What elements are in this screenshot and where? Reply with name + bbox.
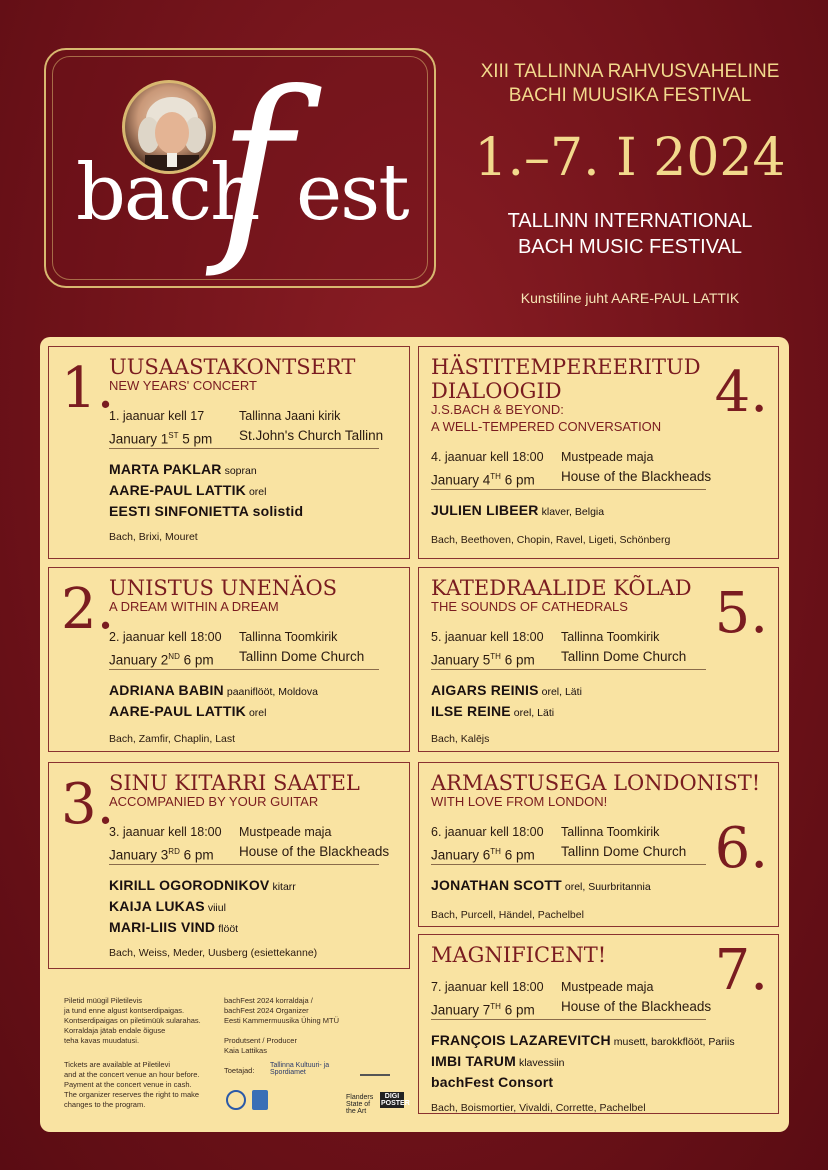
divider	[431, 1019, 706, 1020]
divider	[431, 669, 706, 670]
sponsor-logo-flanders: Flanders State of the Art	[346, 1094, 374, 1115]
date-et: 7. jaanuar kell 18:00	[431, 980, 544, 994]
date-en: January 3RD 6 pm	[109, 847, 214, 863]
venue-et: Mustpeade maja	[239, 825, 332, 839]
date-en: January 6TH 6 pm	[431, 847, 535, 863]
concert-title: SINU KITARRI SAATEL	[109, 771, 360, 795]
venue-en: House of the Blackheads	[561, 999, 712, 1014]
concert-title: UUSAASTAKONTSERT	[109, 355, 356, 379]
venue-et: Mustpeade maja	[561, 980, 654, 994]
performer: MARI-LIIS VIND flööt	[109, 919, 239, 935]
organizer-info: bachFest 2024 korraldaja / bachFest 2024 Organizer Eesti Kammermuusika Ühing MTÜ	[224, 996, 340, 1025]
performers-list	[109, 876, 296, 939]
performer: KAIJA LUKAS viiul	[109, 898, 226, 914]
venue-en: Tallinn Dome Church	[239, 649, 365, 664]
concert-title: UNISTUS UNENÄOS	[109, 576, 338, 600]
concert-number: 3.	[61, 772, 115, 837]
repertoire: Bach, Boismortier, Vivaldi, Corrette, Pachelbel	[431, 1102, 646, 1114]
concert-number: 1.	[61, 356, 115, 421]
performer: JULIEN LIBEER klaver, Belgia	[431, 502, 605, 518]
date-et: 6. jaanuar kell 18:00	[431, 825, 544, 839]
repertoire: Bach, Brixi, Mouret	[109, 531, 198, 543]
date-en: January 1ST 5 pm	[109, 431, 213, 447]
concert-card-2	[48, 567, 410, 752]
divider	[109, 864, 379, 865]
repertoire: Bach, Purcell, Händel, Pachelbel	[431, 909, 584, 921]
repertoire: Bach, Zamfir, Chaplin, Last	[109, 733, 236, 745]
repertoire: Bach, Kalējs	[431, 733, 490, 745]
unesco-logo-icon	[226, 1090, 246, 1110]
venue-et: Tallinna Toomkirik	[561, 825, 660, 839]
date-et: 4. jaanuar kell 18:00	[431, 450, 544, 464]
concert-time-venue	[109, 406, 383, 450]
performer: AARE-PAUL LATTIK orel	[109, 703, 267, 719]
venue-en: Tallinn Dome Church	[561, 649, 687, 664]
repertoire: Bach, Weiss, Meder, Uusberg (esiettekanne)	[109, 947, 318, 959]
concert-number: 2.	[61, 577, 115, 642]
concert-card-6	[418, 762, 779, 927]
tickets-info-et: Piletid müügil Piletilevis ja tund enne algust kontserdipaigas. Kontserdipaigas on piletimüük sularahas. Korraldaja jätab endale õiguse teha kavas muudatusi.	[64, 996, 201, 1045]
concert-card-7	[418, 934, 779, 1114]
divider	[431, 489, 706, 490]
date-en: January 7TH 6 pm	[431, 1002, 535, 1018]
concert-subtitle: WITH LOVE FROM LONDON!	[431, 794, 608, 809]
estonia-crest-icon	[252, 1090, 268, 1110]
sponsor-logo-digiposter: DIGI POSTER	[381, 1093, 410, 1107]
concert-card-1	[48, 346, 410, 559]
concert-number: 5.	[714, 581, 768, 646]
concert-title: HÄSTITEMPEREERITUD DIALOOGID	[431, 355, 701, 403]
date-et: 5. jaanuar kell 18:00	[431, 630, 544, 644]
date-et: 2. jaanuar kell 18:00	[109, 630, 222, 644]
concert-time-venue	[431, 822, 686, 866]
art-director: Kunstiline juht AARE-PAUL LATTIK	[520, 290, 740, 306]
date-et: 1. jaanuar kell 17	[109, 409, 205, 423]
repertoire: Bach, Beethoven, Chopin, Ravel, Ligeti, Schönberg	[431, 534, 671, 546]
performer: ADRIANA BABIN paaniflööt, Moldova	[109, 682, 318, 698]
divider	[109, 448, 379, 449]
concert-number: 4.	[714, 360, 768, 425]
performer: AIGARS REINIS orel, Läti	[431, 682, 582, 698]
performer: EESTI SINFONIETTA solistid	[109, 503, 304, 519]
venue-et: Tallinna Toomkirik	[239, 630, 338, 644]
venue-en: House of the Blackheads	[561, 469, 712, 484]
performer: bachFest Consort	[431, 1074, 554, 1090]
venue-en: Tallinn Dome Church	[561, 844, 687, 859]
performers-list	[109, 460, 303, 521]
supporters-label: Toetajad:	[224, 1066, 255, 1075]
date-en: January 4TH 6 pm	[431, 472, 535, 488]
concert-subtitle: ACCOMPANIED BY YOUR GUITAR	[109, 794, 319, 809]
performer: JONATHAN SCOTT orel, Suurbritannia	[431, 877, 651, 893]
venue-en: House of the Blackheads	[239, 844, 390, 859]
concert-subtitle: NEW YEARS' CONCERT	[109, 378, 257, 393]
concert-card-4	[418, 346, 779, 559]
concert-time-venue	[431, 447, 711, 491]
producer-info: Produtsent / Producer Kaia Lattikas	[224, 1036, 297, 1055]
sponsor-logo-music-icon	[360, 1060, 390, 1076]
tickets-info-en: Tickets are available at Piletilevi and at the concert venue an hour before. Payment at the concert venue in cash. The organizer reserves the right to make changes to the program.	[64, 1060, 200, 1109]
performers-list	[109, 681, 318, 723]
concert-subtitle: THE SOUNDS OF CATHEDRALS	[431, 599, 628, 614]
concert-subtitle: J.S.BACH & BEYOND: A WELL-TEMPERED CONVERSATION	[431, 402, 662, 434]
concert-title: KATEDRAALIDE KÕLAD	[431, 576, 692, 600]
date-en: January 2ND 6 pm	[109, 652, 214, 668]
header-line3: TALLINN INTERNATIONAL	[507, 210, 753, 232]
concert-card-5	[418, 567, 779, 752]
venue-et: Tallinna Jaani kirik	[239, 409, 341, 423]
concert-number: 7.	[714, 938, 768, 1003]
performers-list	[431, 501, 604, 522]
sponsor-logo-tallinn: Tallinna Kultuuri- ja Spordiamet	[270, 1062, 330, 1076]
date-en: January 5TH 6 pm	[431, 652, 535, 668]
performer: MARTA PAKLAR sopran	[109, 461, 257, 477]
performers-list	[431, 1031, 735, 1092]
logo-text-est: est	[296, 148, 408, 238]
concert-title: MAGNIFICENT!	[431, 943, 607, 967]
performers-list	[431, 681, 582, 723]
divider	[431, 864, 706, 865]
performer: KIRILL OGORODNIKOV kitarr	[109, 877, 296, 893]
performer: AARE-PAUL LATTIK orel	[109, 482, 267, 498]
logo-text-bach: bach	[76, 148, 259, 238]
venue-et: Mustpeade maja	[561, 450, 654, 464]
divider	[109, 669, 379, 670]
performer: FRANÇOIS LAZAREVITCH musett, barokkflööt, Pariis	[431, 1032, 735, 1048]
concert-subtitle: A DREAM WITHIN A DREAM	[109, 599, 279, 614]
concert-time-venue	[431, 977, 711, 1021]
concert-number: 6.	[714, 816, 768, 881]
performer: ILSE REINE orel, Läti	[431, 703, 555, 719]
logo-text-f: f	[218, 49, 293, 282]
concert-time-venue	[109, 822, 389, 866]
concert-title: ARMASTUSEGA LONDONIST!	[431, 771, 761, 795]
date-et: 3. jaanuar kell 18:00	[109, 825, 222, 839]
performer: IMBI TARUM klavessiin	[431, 1053, 565, 1069]
venue-en: St.John's Church Tallinn	[239, 428, 384, 443]
concert-time-venue	[431, 627, 686, 671]
venue-et: Tallinna Toomkirik	[561, 630, 660, 644]
concert-card-3	[48, 762, 410, 969]
concert-time-venue	[109, 627, 364, 671]
header-line1: XIII TALLINNA RAHVUSVAHELINE	[480, 61, 780, 82]
header-line4: BACH MUSIC FESTIVAL	[517, 236, 743, 258]
header-line2: BACHI MUUSIKA FESTIVAL	[508, 85, 752, 106]
festival-dates: 1.–7. I 2024	[474, 128, 786, 188]
performers-list	[431, 876, 651, 897]
